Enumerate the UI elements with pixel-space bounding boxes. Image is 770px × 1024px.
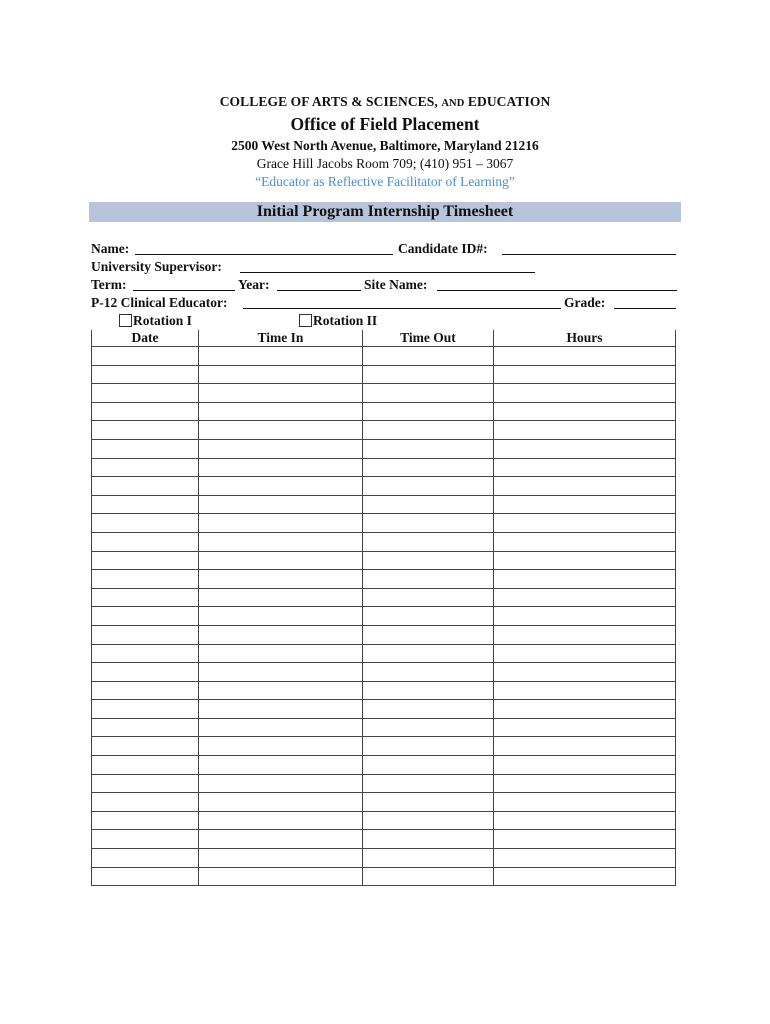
rotation-2-checkbox[interactable] — [299, 314, 312, 327]
table-row — [92, 402, 676, 421]
table-row — [92, 663, 676, 682]
table-row — [92, 718, 676, 737]
hours-cell[interactable] — [494, 811, 676, 830]
time-out-cell[interactable] — [363, 570, 494, 589]
time-in-cell[interactable] — [199, 756, 363, 775]
time-out-cell[interactable] — [363, 756, 494, 775]
site-name-field[interactable] — [437, 276, 677, 291]
date-cell[interactable] — [92, 774, 199, 793]
date-cell[interactable] — [92, 793, 199, 812]
hours-cell[interactable] — [494, 477, 676, 496]
time-out-cell[interactable] — [363, 830, 494, 849]
table-row — [92, 458, 676, 477]
table-row — [92, 588, 676, 607]
table-row — [92, 700, 676, 719]
time-out-cell[interactable] — [363, 867, 494, 886]
date-cell[interactable] — [92, 681, 199, 700]
date-cell[interactable] — [92, 811, 199, 830]
time-in-cell[interactable] — [199, 514, 363, 533]
candidate-id-label: Candidate ID#: — [398, 241, 488, 256]
candidate-id-field[interactable] — [502, 240, 676, 255]
hours-cell[interactable] — [494, 495, 676, 514]
table-row — [92, 477, 676, 496]
site-name-label: Site Name: — [364, 277, 428, 292]
time-in-cell[interactable] — [199, 384, 363, 403]
hours-cell[interactable] — [494, 365, 676, 384]
time-in-cell[interactable] — [199, 570, 363, 589]
table-row — [92, 347, 676, 366]
hours-cell[interactable] — [494, 849, 676, 868]
name-label: Name: — [91, 241, 130, 256]
hours-cell[interactable] — [494, 402, 676, 421]
time-in-cell[interactable] — [199, 700, 363, 719]
date-cell[interactable] — [92, 551, 199, 570]
hours-cell[interactable] — [494, 867, 676, 886]
year-label: Year: — [238, 277, 270, 292]
table-row — [92, 607, 676, 626]
time-out-cell[interactable] — [363, 495, 494, 514]
time-in-cell[interactable] — [199, 495, 363, 514]
hours-cell[interactable] — [494, 570, 676, 589]
date-cell[interactable] — [92, 737, 199, 756]
hours-cell[interactable] — [494, 439, 676, 458]
time-in-cell[interactable] — [199, 793, 363, 812]
time-in-cell[interactable] — [199, 663, 363, 682]
hours-cell[interactable] — [494, 756, 676, 775]
table-row — [92, 830, 676, 849]
time-out-cell[interactable] — [363, 681, 494, 700]
date-cell[interactable] — [92, 347, 199, 366]
hours-cell[interactable] — [494, 514, 676, 533]
time-in-cell[interactable] — [199, 867, 363, 886]
time-in-cell[interactable] — [199, 625, 363, 644]
rotation-1-option[interactable] — [119, 312, 192, 329]
rotation-2-option[interactable] — [299, 312, 377, 329]
time-in-cell[interactable] — [199, 607, 363, 626]
date-cell[interactable] — [92, 830, 199, 849]
rotation-1-checkbox[interactable] — [119, 314, 132, 327]
table-row — [92, 756, 676, 775]
name-field[interactable] — [135, 240, 393, 255]
time-out-cell[interactable] — [363, 607, 494, 626]
timesheet-body — [92, 347, 676, 886]
time-out-cell[interactable] — [363, 811, 494, 830]
educator-label: P-12 Clinical Educator: — [91, 295, 228, 310]
hours-cell[interactable] — [494, 421, 676, 440]
time-in-cell[interactable] — [199, 365, 363, 384]
table-row — [92, 644, 676, 663]
hours-cell[interactable] — [494, 644, 676, 663]
time-out-cell[interactable] — [363, 663, 494, 682]
time-out-cell[interactable] — [363, 551, 494, 570]
date-cell[interactable] — [92, 532, 199, 551]
date-cell[interactable] — [92, 756, 199, 775]
hours-cell[interactable] — [494, 793, 676, 812]
time-out-cell[interactable] — [363, 737, 494, 756]
date-cell[interactable] — [92, 867, 199, 886]
hours-cell[interactable] — [494, 532, 676, 551]
date-cell[interactable] — [92, 718, 199, 737]
time-in-cell[interactable] — [199, 718, 363, 737]
date-cell[interactable] — [92, 607, 199, 626]
address: 2500 West North Avenue, Baltimore, Maryland 21216 — [231, 138, 539, 153]
table-row — [92, 532, 676, 551]
hours-cell[interactable] — [494, 458, 676, 477]
date-cell[interactable] — [92, 402, 199, 421]
table-row — [92, 495, 676, 514]
time-in-cell[interactable] — [199, 439, 363, 458]
supervisor-label: University Supervisor: — [91, 259, 222, 274]
term-label: Term: — [91, 277, 127, 292]
table-row — [92, 811, 676, 830]
date-cell[interactable] — [92, 644, 199, 663]
hours-cell[interactable] — [494, 625, 676, 644]
date-cell[interactable] — [92, 458, 199, 477]
supervisor-field[interactable] — [240, 258, 535, 273]
time-in-cell[interactable] — [199, 681, 363, 700]
date-cell[interactable] — [92, 477, 199, 496]
hours-cell[interactable] — [494, 718, 676, 737]
date-cell[interactable] — [92, 495, 199, 514]
column-header-time-in: Time In — [199, 330, 363, 347]
table-row — [92, 849, 676, 868]
table-header-row — [92, 330, 676, 347]
time-in-cell[interactable] — [199, 737, 363, 756]
time-in-cell[interactable] — [199, 532, 363, 551]
time-in-cell[interactable] — [199, 588, 363, 607]
hours-cell[interactable] — [494, 774, 676, 793]
time-in-cell[interactable] — [199, 551, 363, 570]
letterhead — [0, 93, 770, 191]
timesheet-table — [91, 330, 676, 886]
page-title: Initial Program Internship Timesheet — [89, 202, 681, 222]
table-row — [92, 514, 676, 533]
time-in-cell[interactable] — [199, 477, 363, 496]
table-row — [92, 365, 676, 384]
time-in-cell[interactable] — [199, 811, 363, 830]
time-out-cell[interactable] — [363, 644, 494, 663]
date-cell[interactable] — [92, 439, 199, 458]
college-name: COLLEGE OF ARTS & SCIENCES, AND EDUCATION — [219, 94, 551, 109]
table-row — [92, 439, 676, 458]
time-out-cell[interactable] — [363, 700, 494, 719]
time-out-cell[interactable] — [363, 458, 494, 477]
date-cell[interactable] — [92, 663, 199, 682]
hours-cell[interactable] — [494, 588, 676, 607]
time-in-cell[interactable] — [199, 347, 363, 366]
time-out-cell[interactable] — [363, 774, 494, 793]
hours-cell[interactable] — [494, 737, 676, 756]
time-in-cell[interactable] — [199, 421, 363, 440]
room-phone: Grace Hill Jacobs Room 709; (410) 951 – 3067 — [256, 156, 514, 171]
time-out-cell[interactable] — [363, 439, 494, 458]
hours-cell[interactable] — [494, 551, 676, 570]
time-in-cell[interactable] — [199, 849, 363, 868]
time-out-cell[interactable] — [363, 718, 494, 737]
hours-cell[interactable] — [494, 681, 676, 700]
hours-cell[interactable] — [494, 607, 676, 626]
table-row — [92, 737, 676, 756]
time-out-cell[interactable] — [363, 625, 494, 644]
time-out-cell[interactable] — [363, 347, 494, 366]
time-in-cell[interactable] — [199, 458, 363, 477]
date-cell[interactable] — [92, 514, 199, 533]
rotation-2-label: Rotation II — [313, 313, 378, 328]
table-row — [92, 625, 676, 644]
hours-cell[interactable] — [494, 830, 676, 849]
time-in-cell[interactable] — [199, 644, 363, 663]
time-out-cell[interactable] — [363, 402, 494, 421]
time-out-cell[interactable] — [363, 532, 494, 551]
date-cell[interactable] — [92, 849, 199, 868]
hours-cell[interactable] — [494, 663, 676, 682]
date-cell[interactable] — [92, 570, 199, 589]
time-in-cell[interactable] — [199, 402, 363, 421]
hours-cell[interactable] — [494, 700, 676, 719]
time-out-cell[interactable] — [363, 793, 494, 812]
table-row — [92, 421, 676, 440]
table-row — [92, 570, 676, 589]
time-out-cell[interactable] — [363, 588, 494, 607]
column-header-hours: Hours — [494, 330, 676, 347]
office-name: Office of Field Placement — [290, 114, 480, 134]
table-row — [92, 551, 676, 570]
time-out-cell[interactable] — [363, 421, 494, 440]
table-row — [92, 774, 676, 793]
table-row — [92, 793, 676, 812]
hours-cell[interactable] — [494, 347, 676, 366]
year-field[interactable] — [277, 276, 361, 291]
hours-cell[interactable] — [494, 384, 676, 403]
time-out-cell[interactable] — [363, 365, 494, 384]
time-out-cell[interactable] — [363, 849, 494, 868]
column-header-date: Date — [92, 330, 199, 347]
time-out-cell[interactable] — [363, 514, 494, 533]
time-out-cell[interactable] — [363, 384, 494, 403]
motto: “Educator as Reflective Facilitator of Learning” — [255, 174, 515, 189]
grade-field[interactable] — [614, 294, 676, 309]
date-cell[interactable] — [92, 384, 199, 403]
date-cell[interactable] — [92, 365, 199, 384]
time-out-cell[interactable] — [363, 477, 494, 496]
educator-field[interactable] — [243, 294, 561, 309]
time-in-cell[interactable] — [199, 774, 363, 793]
date-cell[interactable] — [92, 700, 199, 719]
rotation-1-label: Rotation I — [133, 313, 192, 328]
time-in-cell[interactable] — [199, 830, 363, 849]
table-row — [92, 867, 676, 886]
date-cell[interactable] — [92, 421, 199, 440]
table-row — [92, 681, 676, 700]
term-field[interactable] — [133, 276, 235, 291]
column-header-time-out: Time Out — [363, 330, 494, 347]
grade-label: Grade: — [564, 295, 606, 310]
date-cell[interactable] — [92, 625, 199, 644]
table-row — [92, 384, 676, 403]
date-cell[interactable] — [92, 588, 199, 607]
